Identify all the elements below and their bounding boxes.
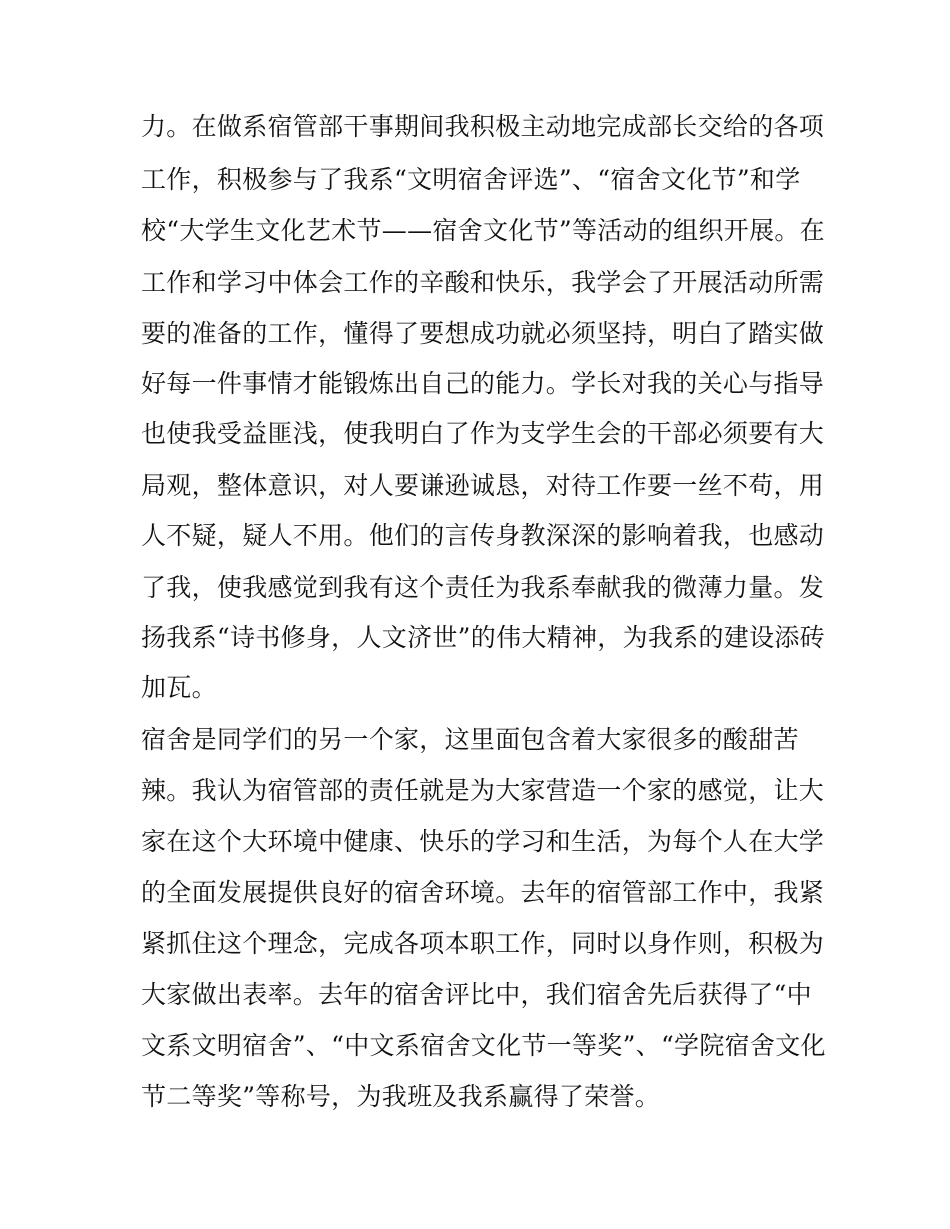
text-line: 家在这个大环境中健康、快乐的学习和生活，为每个人在大学 xyxy=(141,827,825,856)
text-line: 力。在做系宿管部干事期间我积极主动地完成部长交给的各项 xyxy=(141,112,825,141)
text-line: 节二等奖”等称号，为我班及我系赢得了荣誉。 xyxy=(141,1082,661,1111)
text-line: 加瓦。 xyxy=(141,673,217,702)
text-line: 的全面发展提供良好的宿舍环境。去年的宿管部工作中，我紧 xyxy=(141,878,825,907)
text-line: 大家做出表率。去年的宿舍评比中，我们宿舍先后获得了“中 xyxy=(141,980,812,1009)
text-line: 工作和学习中体会工作的辛酸和快乐，我学会了开展活动所需 xyxy=(141,268,825,297)
text-line: 好每一件事情才能锻炼出自己的能力。学长对我的关心与指导 xyxy=(141,369,825,398)
text-line: 校“大学生文化艺术节——宿舍文化节”等活动的组织开展。在 xyxy=(141,216,825,245)
text-line: 辣。我认为宿管部的责任就是为大家营造一个家的感觉，让大 xyxy=(141,776,825,805)
text-line: 扬我系“诗书修身，人文济世”的伟大精神，为我系的建设添砖 xyxy=(141,623,825,652)
text-line: 了我，使我感觉到我有这个责任为我系奉献我的微薄力量。发 xyxy=(141,573,825,602)
text-line: 文系文明宿舍”、“中文系宿舍文化节一等奖”、“学院宿舍文化 xyxy=(141,1031,826,1060)
text-line: 紧抓住这个理念，完成各项本职工作，同时以身作则，积极为 xyxy=(141,929,825,958)
text-line: 宿舍是同学们的另一个家，这里面包含着大家很多的酸甜苦 xyxy=(141,725,799,754)
text-line: 工作，积极参与了我系“文明宿舍评选”、“宿舍文化节”和学 xyxy=(141,165,801,194)
text-line: 要的准备的工作，懂得了要想成功就必须坚持，明白了踏实做 xyxy=(141,319,825,348)
text-line: 也使我受益匪浅，使我明白了作为支学生会的干部必须要有大 xyxy=(141,419,825,448)
text-line: 人不疑，疑人不用。他们的言传身教深深的影响着我，也感动 xyxy=(141,521,825,550)
text-line: 局观，整体意识，对人要谦逊诚恳，对待工作要一丝不苟，用 xyxy=(141,471,825,500)
